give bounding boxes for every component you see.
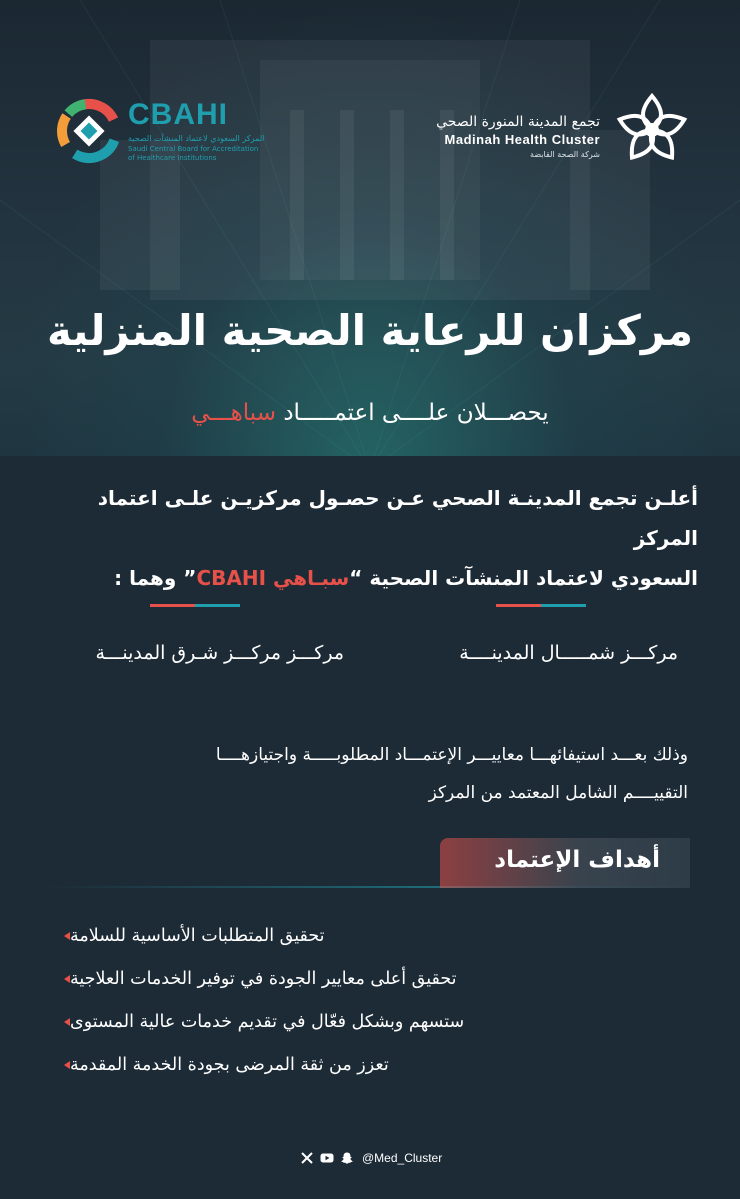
cbahi-english-name: of Healthcare Institutions xyxy=(128,154,217,162)
announcement-line: أعلـن تجمع المدينـة الصحي عـن حصـول مركزيـن علـى اعتماد المركز xyxy=(97,486,698,550)
cbahi-emblem-icon xyxy=(56,98,122,164)
cbahi-english-name: Saudi Central Board for Accreditation xyxy=(128,145,259,153)
center-divider xyxy=(496,604,586,607)
light-rays xyxy=(0,0,740,456)
announcement-part: السعودي لاعتماد المنشآت الصحية “ xyxy=(349,566,698,590)
list-item xyxy=(48,1043,688,1086)
cbahi-logo xyxy=(56,96,265,168)
goals-header xyxy=(44,838,690,892)
goals-list xyxy=(48,914,688,1086)
list-item xyxy=(48,957,688,1000)
social-handle[interactable]: @Med_Cluster xyxy=(362,1151,443,1165)
subtitle-text: يحصـــلان علــــى اعتمـــــاد xyxy=(283,400,549,426)
bullet-triangle-icon xyxy=(64,1061,70,1069)
center-north: مركـــز شمـــــال المدينــــة xyxy=(459,642,678,664)
announcement-part: ” وهما : xyxy=(114,566,197,590)
list-item xyxy=(48,914,688,957)
goals-title: أهداف الإعتماد xyxy=(494,847,660,873)
x-icon[interactable] xyxy=(300,1151,314,1165)
snapchat-icon[interactable] xyxy=(340,1151,354,1165)
list-item xyxy=(48,1000,688,1043)
hero-section xyxy=(0,0,740,456)
subtitle-highlight: سباهـــي xyxy=(191,400,276,426)
center-divider xyxy=(150,604,240,607)
paragraph-line: وذلك بعـــد استيفائهـــا معاييـــر الإعتمـــاد المطلوبـــــة واجتيازهــــا xyxy=(215,745,688,765)
social-footer xyxy=(300,1148,442,1168)
bullet-triangle-icon xyxy=(64,975,70,983)
goals-title-box xyxy=(440,838,690,888)
youtube-icon[interactable] xyxy=(320,1151,334,1165)
cluster-subtitle: شركة الصحة القابضة xyxy=(530,150,600,159)
paragraph-line: التقييــــم الشامل المعتمد من المركز xyxy=(428,783,688,803)
goal-text: تحقيق المتطلبات الأساسية للسلامة xyxy=(70,925,325,946)
cluster-english-name: Madinah Health Cluster xyxy=(444,132,600,147)
cbahi-arabic-name: المركز السعودي لاعتماد المنشآت الصحية xyxy=(128,134,265,143)
accreditation-paragraph xyxy=(48,736,688,812)
goal-text: تحقيق أعلى معايير الجودة في توفير الخدمات العلاجية xyxy=(70,968,457,989)
cluster-arabic-name: تجمع المدينة المنورة الصحي xyxy=(436,114,600,130)
cluster-star-icon xyxy=(612,90,692,170)
page-title: مركزان للرعاية الصحية المنزلية xyxy=(47,306,693,355)
center-east: مركـــز مركـــز شـرق المدينـــة xyxy=(95,642,344,664)
bullet-triangle-icon xyxy=(64,1018,70,1026)
announcement-text xyxy=(42,478,698,598)
bullet-triangle-icon xyxy=(64,932,70,940)
goal-text: ستسهم وبشكل فعّال في تقديم خدمات عالية المستوى xyxy=(70,1011,465,1032)
goal-text: تعزز من ثقة المرضى بجودة الخدمة المقدمة xyxy=(70,1054,389,1075)
page-subtitle xyxy=(0,400,740,426)
announcement-line xyxy=(42,558,698,598)
madinah-cluster-logo xyxy=(432,90,692,170)
cbahi-highlight: سبـاهي CBAHI xyxy=(196,566,350,590)
cbahi-title: CBAHI xyxy=(128,98,228,131)
